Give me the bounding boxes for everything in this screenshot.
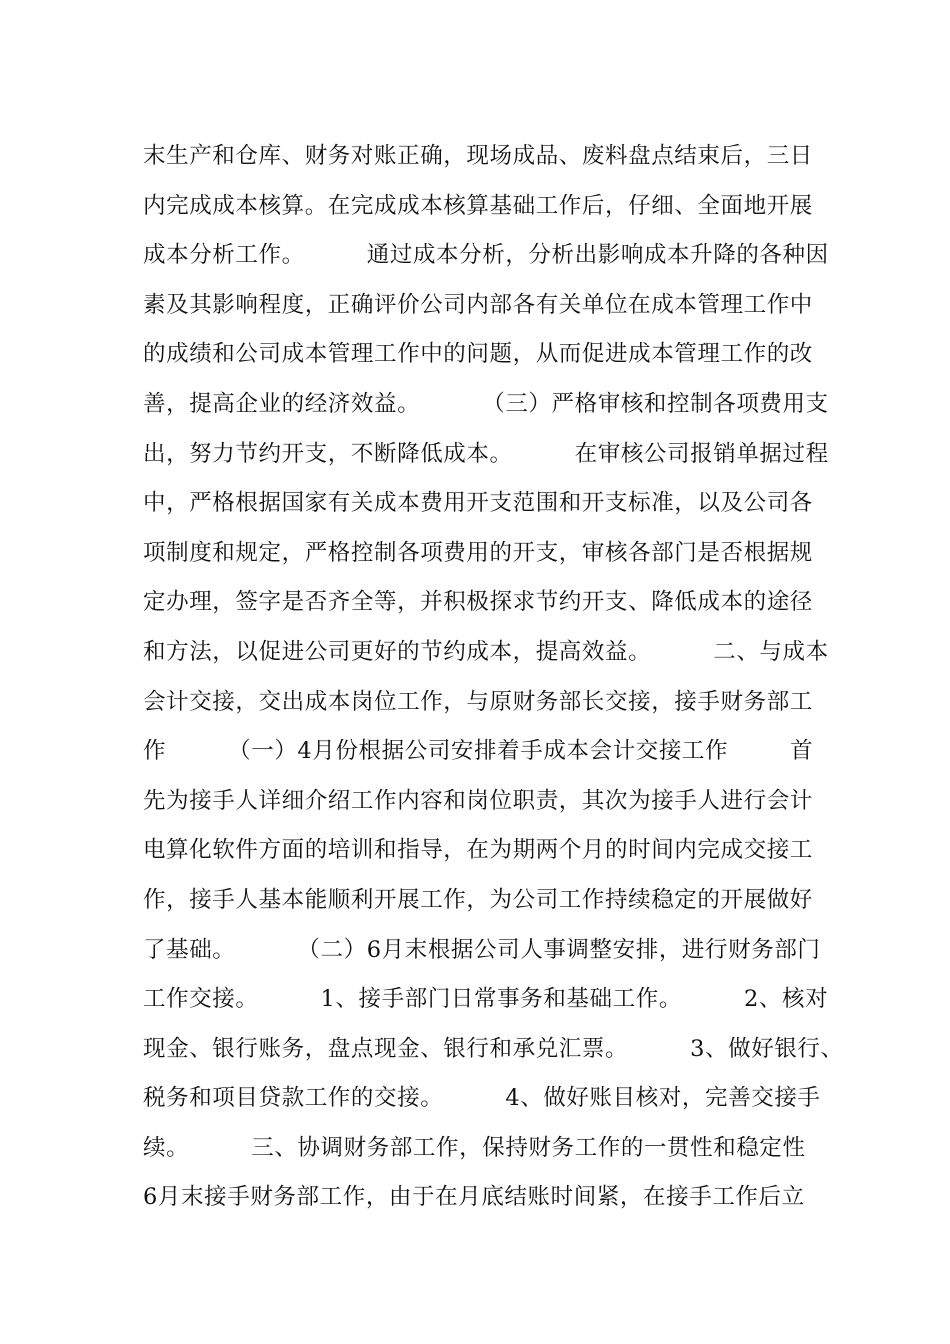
- text-line-16: 作，接手人基本能顺利开展工作，为公司工作持续稳定的开展做好: [143, 886, 813, 913]
- text-line-5: 的成绩和公司成本管理工作中的问题，从而促进成本管理工作的改: [143, 341, 813, 368]
- text-line-2: 内完成成本核算。在完成成本核算基础工作后，仔细、全面地开展: [143, 192, 813, 219]
- text-line-20: 税务和项目贷款工作的交接。 4、做好账目核对，完善交接手: [143, 1085, 821, 1112]
- text-line-14: 先为接手人详细介绍工作内容和岗位职责，其次为接手人进行会计: [143, 787, 813, 814]
- text-line-12: 会计交接，交出成本岗位工作，与原财务部长交接，接手财务部工: [143, 688, 813, 715]
- text-line-18: 工作交接。 1、接手部门日常事务和基础工作。 2、核对: [143, 986, 829, 1013]
- text-line-13: 作 （一）4月份根据公司安排着手成本会计交接工作 首: [143, 738, 814, 765]
- text-line-15: 电算化软件方面的培训和指导，在为期两个月的时间内完成交接工: [143, 837, 813, 864]
- text-line-9: 项制度和规定，严格控制各项费用的开支，审核各部门是否根据规: [143, 539, 813, 566]
- text-line-4: 素及其影响程度，正确评价公司内部各有关单位在成本管理工作中: [143, 291, 813, 318]
- text-line-3: 成本分析工作。 通过成本分析，分析出影响成本升降的各种因: [143, 242, 829, 269]
- text-line-8: 中，严格根据国家有关成本费用开支范围和开支标准，以及公司各: [143, 490, 813, 517]
- body-text: [143, 132, 843, 1223]
- text-line-19: 现金、银行账务，盘点现金、银行和承兑汇票。 3、做好银行、: [143, 1035, 844, 1062]
- text-line-6: 善，提高企业的经济效益。 （三）严格审核和控制各项费用支: [143, 390, 829, 417]
- text-line-22: 6月末接手财务部工作，由于在月底结账时间紧，在接手工作后立: [143, 1184, 805, 1211]
- text-line-11: 和方法，以促进公司更好的节约成本，提高效益。 二、与成本: [143, 638, 829, 665]
- text-line-17: 了基础。 （二）6月末根据公司人事调整安排，进行财务部门: [143, 936, 821, 963]
- text-line-10: 定办理，签字是否齐全等，并积极探求节约开支、降低成本的途径: [143, 589, 813, 616]
- text-line-7: 出，努力节约开支，不断降低成本。 在审核公司报销单据过程: [143, 440, 829, 467]
- text-line-21: 续。 三、协调财务部工作，保持财务工作的一贯性和稳定性: [143, 1134, 806, 1161]
- text-line-1: 末生产和仓库、财务对账正确，现场成品、废料盘点结束后，三日: [143, 143, 813, 169]
